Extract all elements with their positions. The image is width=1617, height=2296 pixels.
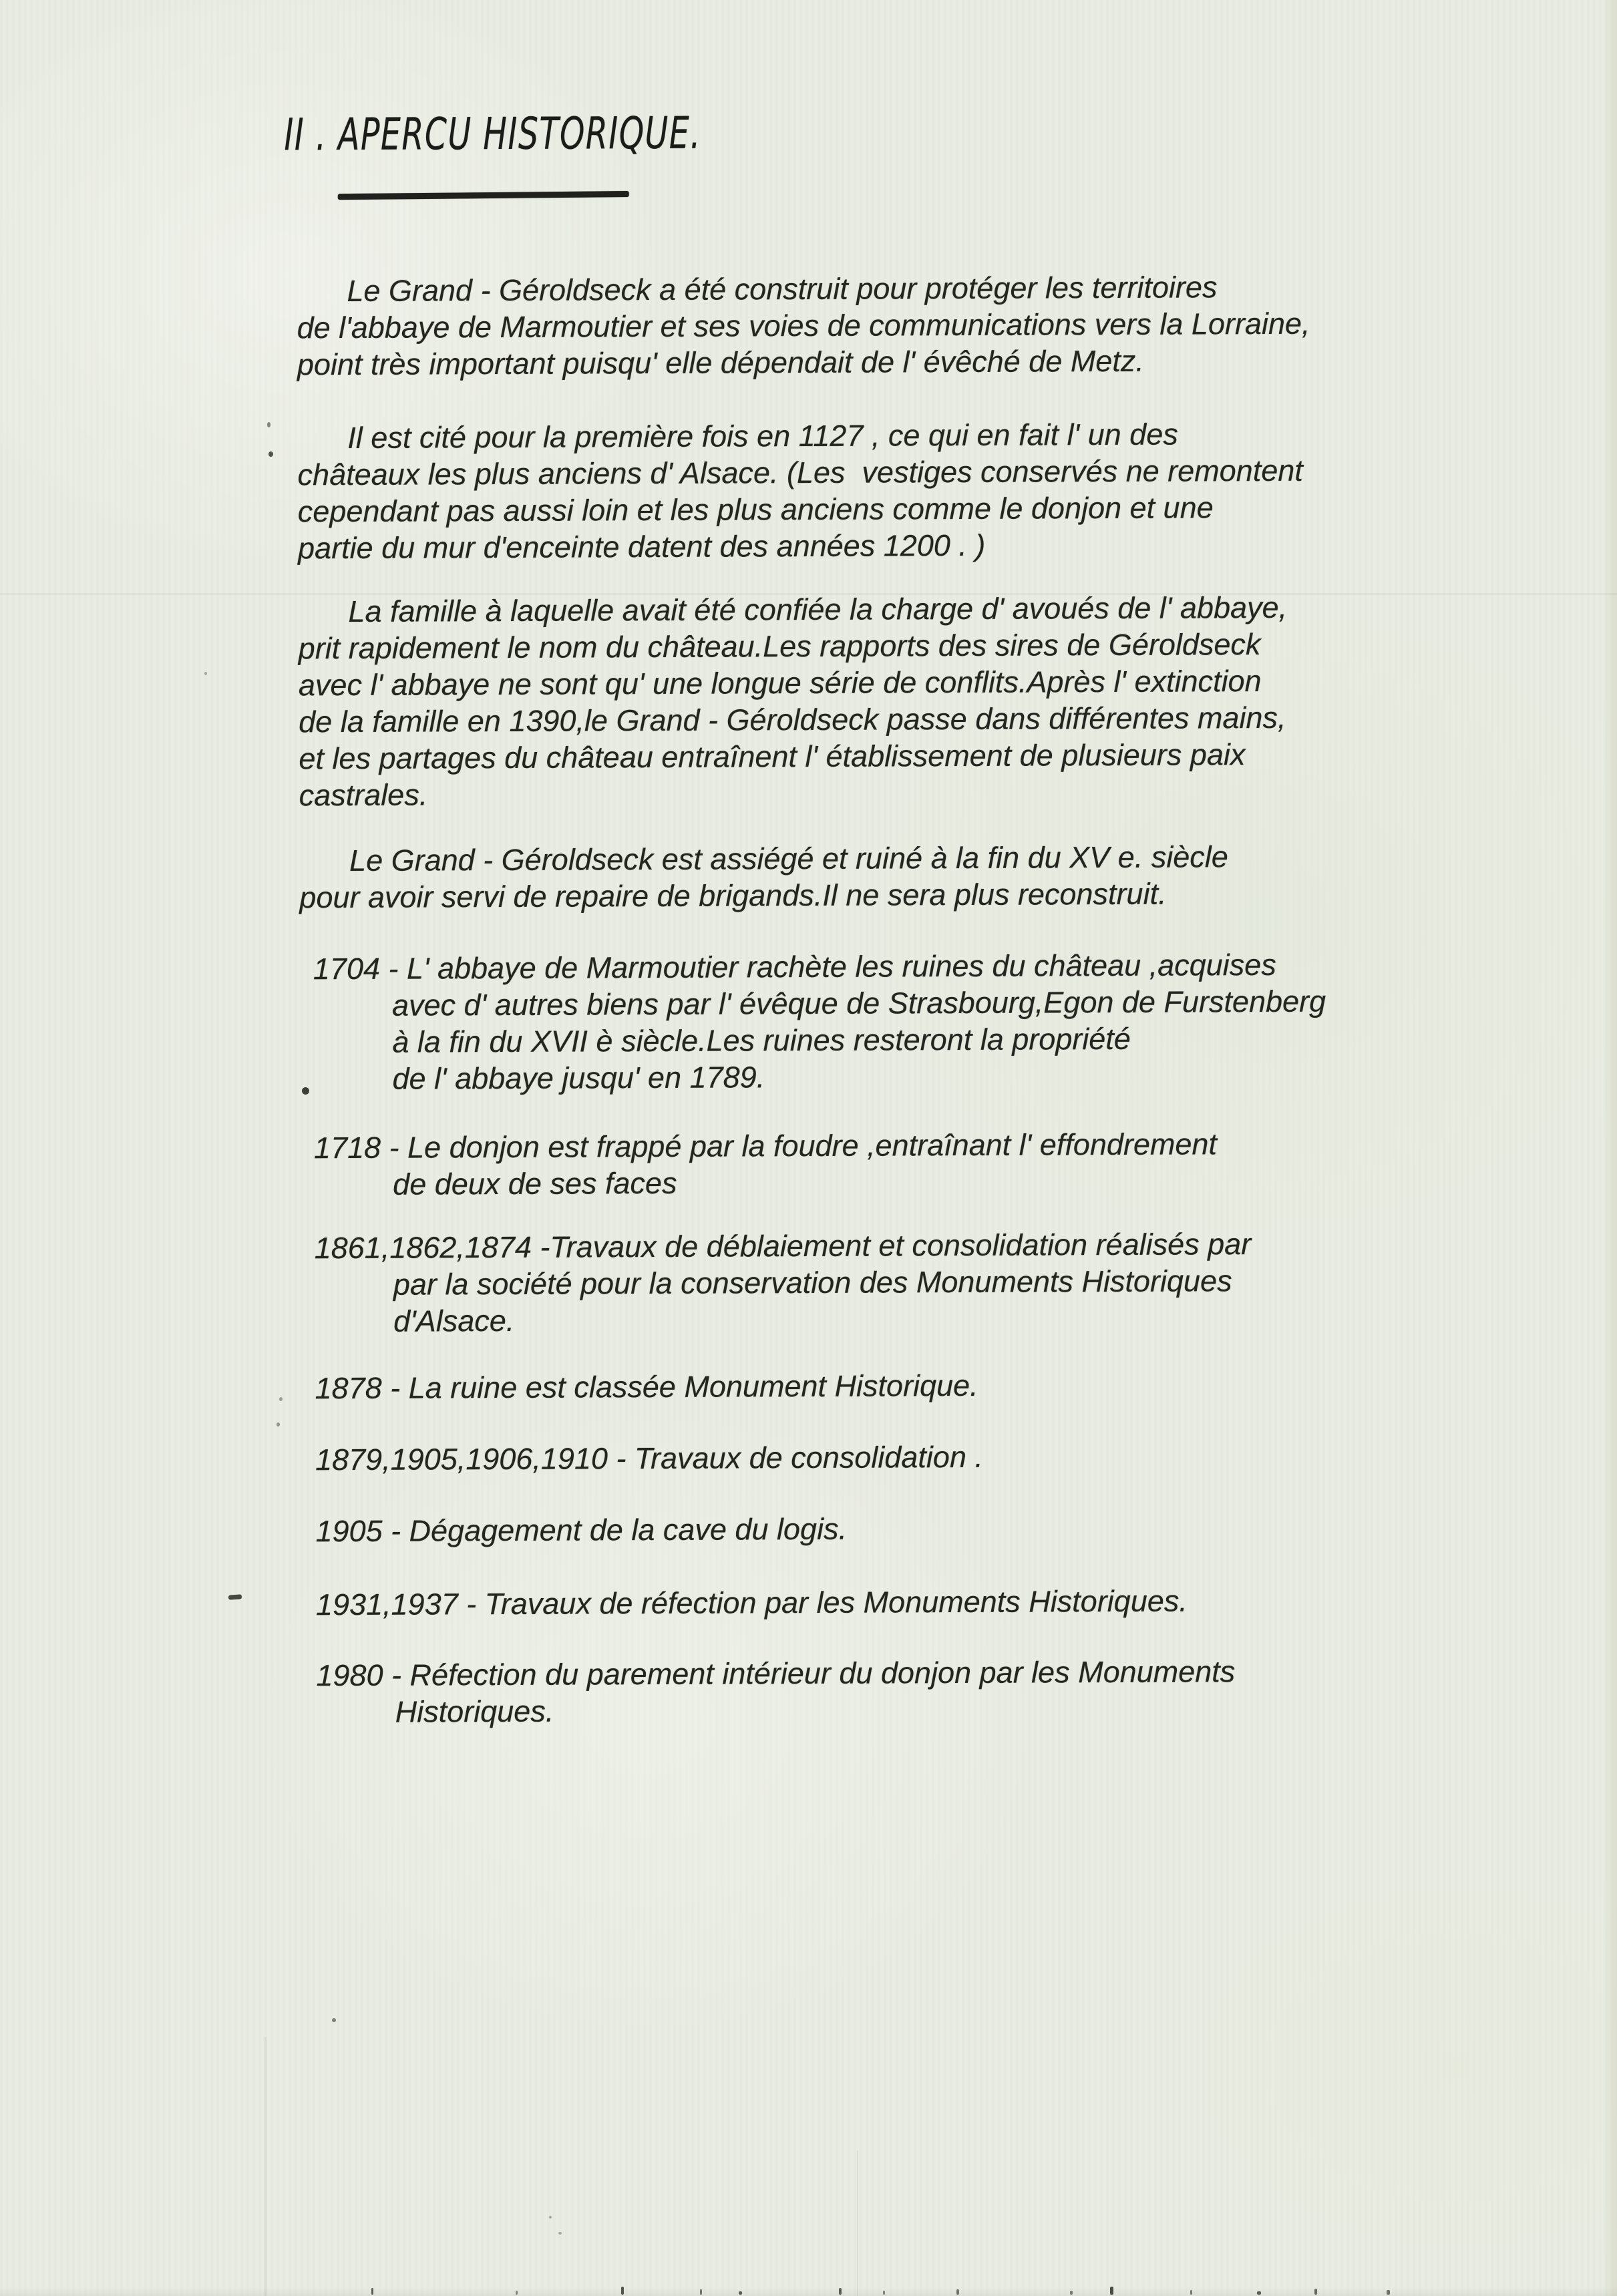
paragraph-ruine: [299, 837, 1488, 916]
text-line: 1879,1905,1906,1910 - Travaux de consolidation .: [315, 1439, 984, 1477]
paragraph-construction: [297, 268, 1486, 383]
timeline-entry-1704: [313, 945, 1503, 1097]
timeline-entry-1718: [314, 1124, 1503, 1203]
text-line: 1704 - L' abbaye de Marmoutier rachète les ruines du château ,acquises: [313, 947, 1276, 986]
text-line: partie du mur d'enceinte datent des années 1200 . ): [297, 528, 986, 566]
text-line: Historiques.: [395, 1694, 554, 1729]
ink-speck: [332, 2018, 336, 2022]
text-line: pour avoir servi de repaire de brigands.Il ne sera plus reconstruit.: [299, 876, 1167, 915]
timeline-entry-1861-1874: [315, 1224, 1504, 1340]
text-line: de deux de ses faces: [393, 1165, 677, 1201]
ink-speck: [267, 422, 271, 427]
text-line: par la société pour la conservation des Monuments Historiques: [393, 1264, 1232, 1302]
text-line: 1861,1862,1874 -Travaux de déblaiement et consolidation réalisés par: [314, 1227, 1252, 1266]
text-line: 1878 - La ruine est classée Monument Historique.: [315, 1368, 978, 1406]
title-underline: [338, 191, 629, 200]
ink-speck: [549, 2216, 552, 2219]
ink-speck: [302, 1087, 309, 1095]
cutoff-text-marks: [0, 2284, 1617, 2296]
text-line: avec l' abbaye ne sont qu' une longue série de conflits.Après l' extinction: [298, 664, 1262, 703]
scan-streak: [857, 2150, 858, 2296]
text-line: et les partages du château entraînent l' établissement de plusieurs paix: [299, 737, 1246, 776]
text-line: 1718 - Le donjon est frappé par la foudre ,entraînant l' effondrement: [313, 1127, 1218, 1165]
text-line: châteaux les plus anciens d' Alsace. (Les vestiges conservés ne remontent: [297, 453, 1303, 492]
text-line: Le Grand - Géroldseck a été construit pour protéger les territoires: [347, 270, 1218, 309]
paragraph-first-mention: [297, 415, 1487, 567]
timeline-entry-1879-1910: [315, 1436, 1504, 1478]
text-line: Le Grand - Géroldseck est assiégé et ruiné à la fin du XV e. siècle: [349, 839, 1228, 878]
ink-speck: [204, 672, 207, 675]
timeline-entry-1980: [316, 1652, 1505, 1730]
page-edge-shadow: [1602, 0, 1617, 2296]
text-line: 1980 - Réfection du parement intérieur du donjon par les Monuments: [316, 1654, 1236, 1693]
ink-speck: [268, 451, 273, 457]
text-line: de l'abbaye de Marmoutier et ses voies de communications vers la Lorraine,: [297, 306, 1310, 345]
timeline-entry-1905: [315, 1507, 1504, 1549]
ink-speck: [228, 1594, 242, 1599]
text-line: cependant pas aussi loin et les plus anciens comme le donjon et une: [297, 490, 1214, 529]
section-title: II . APERCU HISTORIQUE.: [284, 107, 701, 161]
text-line: 1931,1937 - Travaux de réfection par les Monuments Historiques.: [315, 1583, 1188, 1622]
timeline-entry-1931-1937: [316, 1581, 1505, 1623]
text-line: à la fin du XVII è siècle.Les ruines resteront la propriété: [392, 1021, 1131, 1059]
text-line: avec d' autres biens par l' évêque de Strasbourg,Egon de Furstenberg: [391, 984, 1326, 1022]
text-line: d'Alsace.: [393, 1303, 515, 1338]
text-line: castrales.: [299, 777, 428, 813]
scan-streak: [264, 2037, 266, 2296]
ink-speck: [279, 1397, 283, 1401]
text-line: Il est cité pour la première fois en 1127 , ce qui en fait l' un des: [347, 417, 1178, 455]
text-line: point très important puisqu' elle dépendait de l' évêché de Metz.: [297, 343, 1144, 382]
text-line: de la famille en 1390,le Grand - Géroldseck passe dans différentes mains,: [299, 700, 1286, 739]
ink-speck: [277, 1422, 280, 1426]
paragraph-famille: [298, 588, 1487, 814]
text-line: prit rapidement le nom du château.Les rapports des sires de Géroldseck: [298, 627, 1261, 666]
ink-speck: [558, 2232, 562, 2235]
text-line: de l' abbaye jusqu' en 1789.: [392, 1060, 765, 1096]
text-line: 1905 - Dégagement de la cave du logis.: [315, 1511, 848, 1549]
paper-crease: [0, 593, 1617, 595]
text-line: La famille à laquelle avait été confiée la charge d' avoués de l' abbaye,: [348, 590, 1288, 628]
timeline-entry-1878: [315, 1364, 1503, 1406]
